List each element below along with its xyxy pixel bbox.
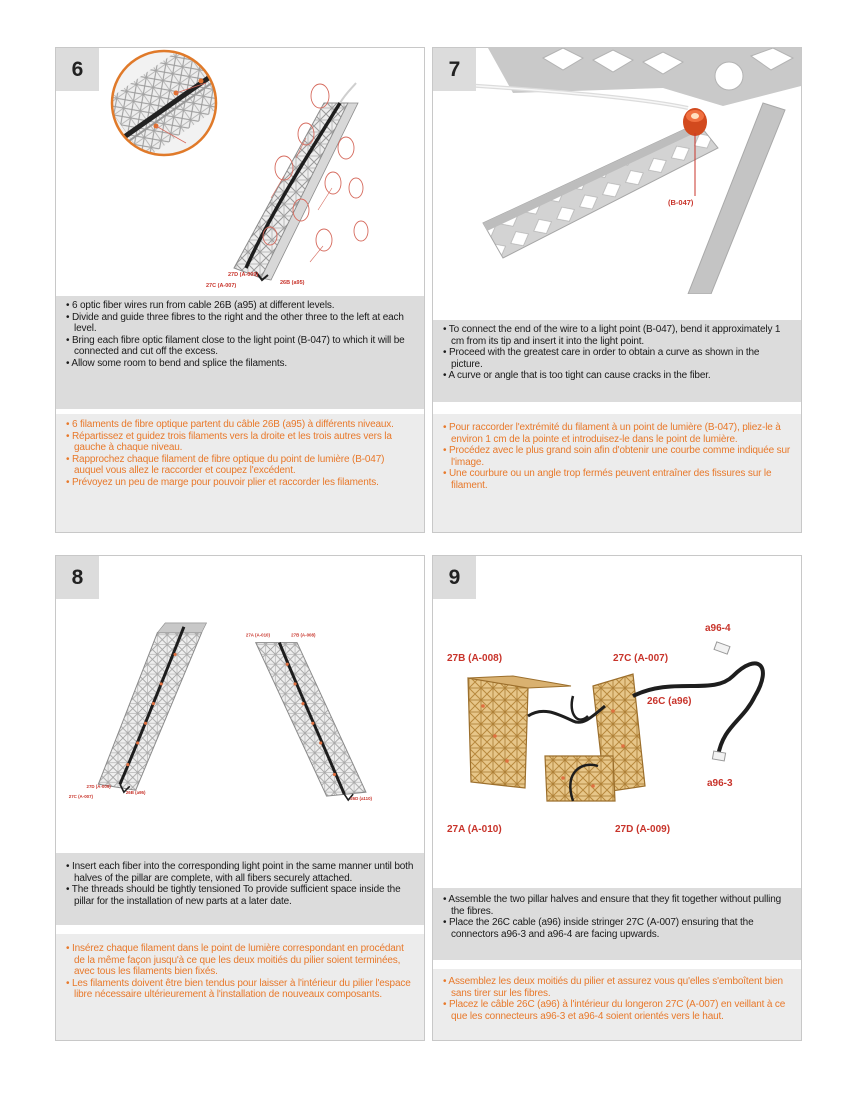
instruction-en-item: • Proceed with the greatest care in order to obtain a curve as shown in the picture. (443, 347, 760, 370)
step-panel-9 (432, 555, 802, 1041)
instruction-fr-item: • Répartissez et guidez trois filaments vers la droite et les trois autres vers la gauche à chaque niveau. (66, 430, 392, 454)
step-number: 9 (433, 556, 476, 599)
step-6-illustration (56, 48, 424, 294)
callout-27a: 27A (A-010) (447, 824, 502, 835)
step-panel-7 (432, 47, 802, 533)
instructions-english (433, 888, 801, 960)
instruction-fr-item: • Placez le câble 26C (a96) à l'intérieur du longeron 27C (A-007) en veillant à ce que les connecteurs a96-3 et a96-4 soient orientés vers le haut. (443, 999, 786, 1022)
callout-27c: 27C (A-007) (613, 653, 669, 664)
instruction-en-item: • Allow some room to bend and splice the filaments. (66, 357, 287, 369)
instruction-fr-item: • 6 filaments de fibre optique partent du câble 26B (a95) à différents niveaux. (66, 419, 394, 430)
callout-a96-4: a96-4 (705, 623, 731, 634)
instruction-en-item: • Divide and guide three fibres to the right and the other three to the left at each level. (66, 311, 404, 335)
callout-27b: 27B (A-008) (291, 632, 316, 638)
callout-27a: 27A (A-010) (245, 632, 270, 638)
instruction-fr-item: • Prévoyez un peu de marge pour pouvoir plier et raccorder les filaments. (66, 476, 379, 488)
callout-27d: 27D (A-009) (228, 272, 259, 278)
instructions-french (56, 414, 424, 532)
callout-27b: 27B (A-008) (447, 653, 503, 664)
instruction-fr-item: • Une courbure ou un angle trop fermés peuvent entraîner des fissures sur le filament. (443, 468, 772, 491)
instruction-fr-item: • Insérez chaque filament dans le point de lumière correspondant en procédant de la même façon jusqu'à ce que les deux moitiés du pilier soient terminées, avec tous les filaments bien fixés. (66, 943, 404, 978)
instructions-french (56, 934, 424, 1040)
instruction-en-item: • Bring each fibre optic filament close to the light point (B-047) to which it will be connected and cut off the excess. (66, 334, 405, 358)
instruction-fr-item: • Procédez avec le plus grand soin afin d'obtenir une courbe comme indiquée sur l'image. (443, 445, 791, 468)
step-9-illustration (433, 556, 801, 846)
instruction-en-item: • To connect the end of the wire to a light point (B-047), bend it approximately 1 cm from its tip and insert it into the light point. (443, 324, 781, 347)
callout-a96-3: a96-3 (707, 778, 733, 789)
instruction-en-item: • The threads should be tightly tensioned To provide sufficient space inside the pillar for the installation of new parts at a later date. (66, 884, 401, 907)
instruction-en-item: • Insert each fiber into the corresponding light point in the same manner until both halves of the pillar are complete, with all fibers securely attached. (66, 861, 414, 884)
step-number: 6 (56, 48, 99, 91)
callout-26b: 26B (a95) (125, 790, 146, 796)
callout-27d: 27D (A-009) (86, 784, 111, 790)
callout-27d: 27D (A-009) (615, 824, 671, 835)
instruction-fr-item: • Rapprochez chaque filament de fibre optique du point de lumière (B-047) auquel vous allez le raccorder et coupez l'excédent. (66, 453, 385, 477)
callout-26d: 26D (a110) (350, 796, 373, 802)
instruction-en-item: • 6 optic fiber wires run from cable 26B (a95) at different levels. (66, 300, 335, 311)
step-panel-6 (55, 47, 425, 533)
callout-27c: 27C (A-007) (206, 283, 237, 289)
callout-26b: 26B (a95) (280, 280, 305, 286)
instructions-english (56, 296, 424, 409)
instructions-english (56, 853, 424, 925)
instruction-en-item: • Place the 26C cable (a96) inside stringer 27C (A-007) ensuring that the connectors a96-3 and a96-4 are facing upwards. (443, 917, 754, 940)
instruction-fr-item: • Les filaments doivent être bien tendus pour laisser à l'intérieur du pilier l'espace libre nécessaire ultérieurement à l'installation de nouveaux composants. (66, 977, 411, 1001)
step-number: 8 (56, 556, 99, 599)
step-panel-8 (55, 555, 425, 1041)
instructions-french (433, 414, 801, 532)
instruction-fr-item: • Pour raccorder l'extrémité du filament à un point de lumière (B-047), pliez-le à environ 1 cm de la pointe et introduisez-le dans le point de lumière. (443, 422, 781, 445)
step-8-illustration (56, 556, 424, 802)
instructions-french (433, 969, 801, 1040)
step-7-illustration (433, 48, 801, 294)
step-number: 7 (433, 48, 476, 91)
callout-27c: 27C (A-007) (68, 794, 94, 800)
instruction-fr-item: • Assemblez les deux moitiés du pilier et assurez vous qu'elles s'emboîtent bien sans tirer sur les fibres. (443, 976, 783, 999)
callout-b047: (B-047) (668, 198, 694, 207)
instruction-en-item: • A curve or angle that is too tight can cause cracks in the fiber. (443, 370, 711, 382)
callout-26c: 26C (a96) (647, 696, 692, 707)
instruction-en-item: • Assemble the two pillar halves and ensure that they fit together without pulling the fibres. (443, 894, 782, 917)
instructions-english (433, 320, 801, 402)
